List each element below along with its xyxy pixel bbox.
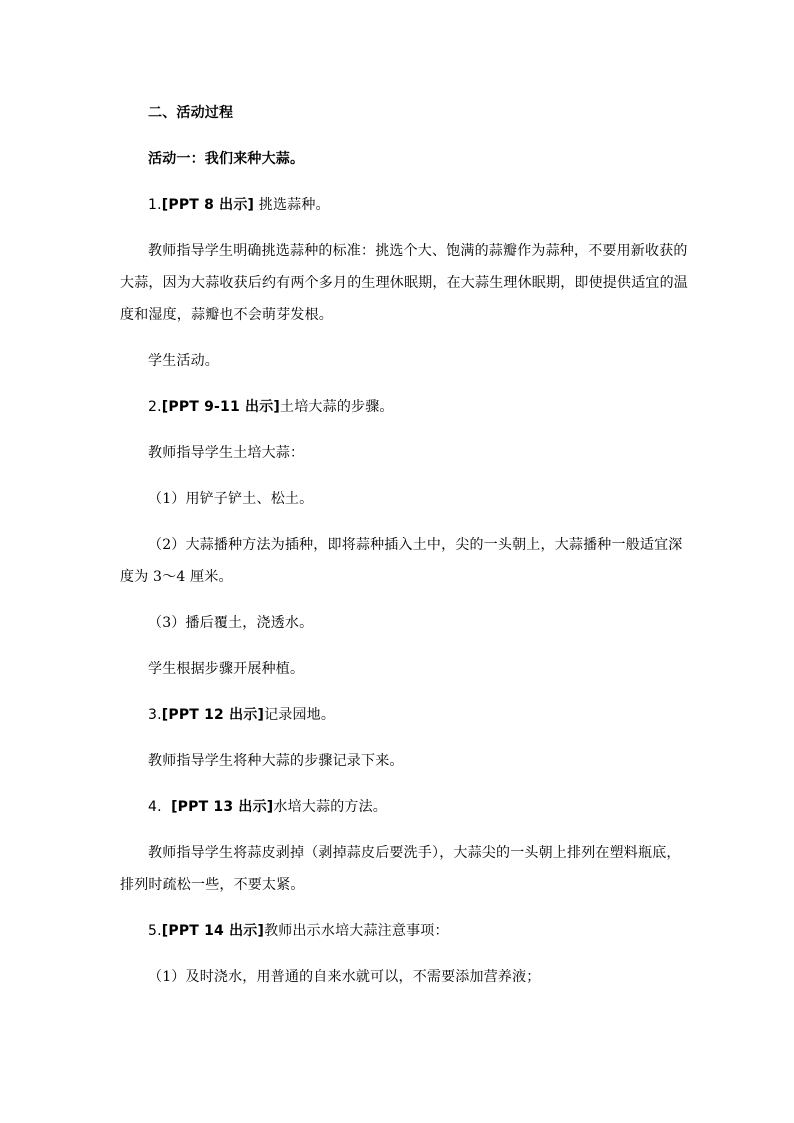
step-title: 水培大蒜的方法。 — [273, 799, 387, 815]
step-number: 5. — [148, 923, 162, 939]
paragraph-line: 排列时疏松一些，不要太紧。 — [120, 877, 305, 893]
paragraph-line: 学生活动。 — [148, 353, 219, 369]
paragraph-line: （1）用铲子铲土、松土。 — [148, 491, 314, 507]
activity-heading: 活动一：我们来种大蒜。 — [148, 151, 305, 167]
paragraph-line: （1）及时浇水，用普通的自来水就可以，不需要添加营养液； — [148, 969, 541, 985]
step-4 — [148, 797, 387, 817]
ppt-tag: [PPT 9-11 出示] — [161, 399, 281, 415]
paragraph-line: 教师指导学生明确挑选蒜种的标准：挑选个大、饱满的蒜瓣作为蒜种，不要用新收获的 — [148, 243, 688, 259]
ppt-tag: [PPT 14 出示] — [161, 923, 265, 939]
step-title: 记录园地。 — [264, 707, 336, 723]
paragraph-line: （3）播后覆土，浇透水。 — [148, 615, 314, 631]
step-number: 1. — [148, 197, 162, 213]
step-title: 土培大蒜的步骤。 — [280, 399, 394, 415]
step-2 — [148, 397, 394, 417]
ppt-tag: [PPT 13 出示] — [171, 799, 274, 815]
paragraph-line: 教师指导学生土培大蒜： — [148, 445, 305, 461]
step-5 — [148, 921, 449, 941]
paragraph-line: （2）大蒜播种方法为插种，即将蒜种插入土中，尖的一头朝上，大蒜播种一般适宜深 — [148, 537, 683, 553]
ppt-tag: [PPT 12 出示] — [161, 707, 265, 723]
step-number: 3. — [148, 707, 162, 723]
step-title: 教师出示水培大蒜注意事项： — [264, 923, 449, 939]
paragraph-line: 度为 3～4 厘米。 — [120, 569, 233, 585]
ppt-tag: [PPT 8 出示] — [161, 197, 255, 213]
step-1 — [148, 195, 330, 215]
step-number: 2. — [148, 399, 162, 415]
section-heading: 二、活动过程 — [148, 105, 234, 121]
paragraph-line: 教师指导学生将蒜皮剥掉（剥掉蒜皮后要洗手），大蒜尖的一头朝上排列在塑料瓶底， — [148, 845, 681, 861]
step-number: 4. — [148, 799, 162, 815]
paragraph-line: 度和湿度，蒜瓣也不会萌芽发根。 — [120, 307, 333, 323]
step-title: 挑选蒜种。 — [258, 197, 330, 213]
step-3 — [148, 705, 335, 725]
paragraph-line: 教师指导学生将种大蒜的步骤记录下来。 — [148, 753, 404, 769]
paragraph-line: 学生根据步骤开展种植。 — [148, 661, 305, 677]
paragraph-line: 大蒜，因为大蒜收获后约有两个多月的生理休眠期，在大蒜生理休眠期，即使提供适宜的温 — [120, 275, 688, 291]
